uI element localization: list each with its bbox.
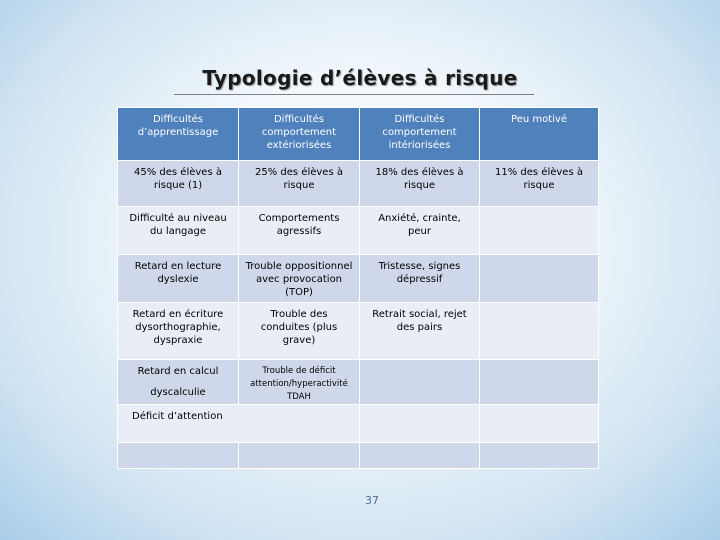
table-cell: Difficulté au niveau du langage (118, 207, 239, 255)
table-cell: 11% des élèves à risque (480, 161, 599, 207)
table-row (118, 360, 599, 405)
dyscalculie-text: dyscalculie (150, 387, 206, 398)
table-cell: 18% des élèves à risque (360, 161, 480, 207)
header-interiorisees: Difficultés comportement intériorisées (360, 108, 480, 161)
table-cell (360, 360, 480, 405)
table-cell: Trouble oppositionnel avec provocation (TOP) (239, 255, 360, 303)
table-cell (480, 207, 599, 255)
table-cell: Retrait social, rejet des pairs (360, 303, 480, 360)
table-cell (480, 360, 599, 405)
table-cell (360, 443, 480, 469)
table-cell (480, 255, 599, 303)
table-cell: Déficit d’attention (118, 405, 360, 443)
page-number: 37 (365, 494, 379, 507)
table-cell: 25% des élèves à risque (239, 161, 360, 207)
table-row (118, 255, 599, 303)
table-cell: 45% des élèves à risque (1) (118, 161, 239, 207)
table-cell (239, 443, 360, 469)
table-row (118, 405, 599, 443)
header-exteriorisees: Difficultés comportement extériorisées (239, 108, 360, 161)
table-cell: Retard en lecture dyslexie (118, 255, 239, 303)
table-cell (118, 360, 239, 405)
table-row (118, 303, 599, 360)
table-cell: Retard en écriture dysorthographie, dyspraxie (118, 303, 239, 360)
table-cell (118, 443, 239, 469)
table-row (118, 161, 599, 207)
table-cell: Trouble des conduites (plus grave) (239, 303, 360, 360)
table-cell: Comportements agressifs (239, 207, 360, 255)
table-row (118, 207, 599, 255)
table-cell (480, 405, 599, 443)
slide-title: Typologie d’élèves à risque (202, 66, 518, 90)
table-cell: Tristesse, signes dépressif (360, 255, 480, 303)
table-cell: Anxiété, crainte, peur (360, 207, 480, 255)
calcul-text: Retard en calcul (137, 366, 219, 377)
table-cell (480, 443, 599, 469)
risk-typology-table (117, 107, 599, 469)
header-peu-motive: Peu motivé (480, 108, 599, 161)
table-header-row (118, 108, 599, 161)
title-underline (174, 94, 534, 95)
table-cell: Trouble de déficit attention/hyperactivité TDAH (239, 360, 360, 405)
header-apprentissage: Difficultés d’apprentissage (118, 108, 239, 161)
table-cell (480, 303, 599, 360)
table-cell (360, 405, 480, 443)
table-row (118, 443, 599, 469)
